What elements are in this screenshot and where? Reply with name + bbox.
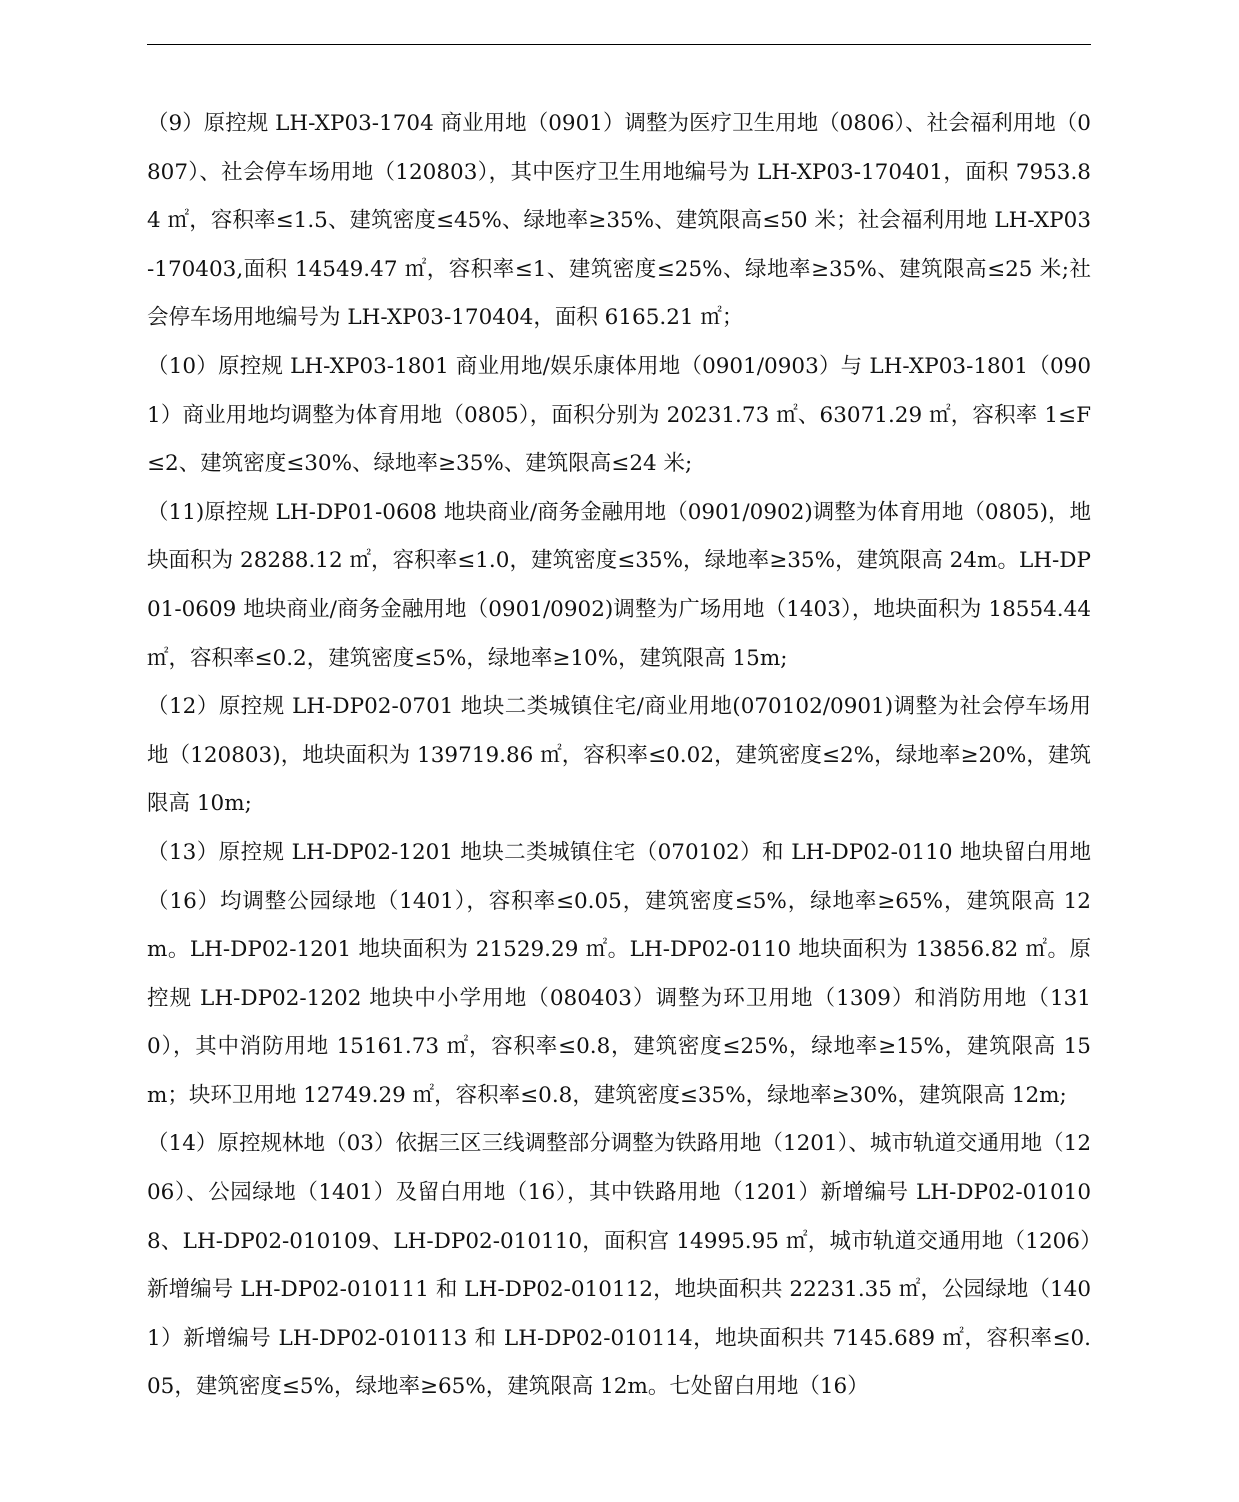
paragraph-item-13: （13）原控规 LH-DP02-1201 地块二类城镇住宅（070102）和 LH-DP02-0110 地块留白用地（16）均调整公园绿地（1401），容积率≤0.05，建筑密度≤5%，绿地率≥65%，建筑限高 12m。LH-DP02-1201 地块面积为 21529.29 ㎡。LH-DP02-0110 地块面积为 13856.82 ㎡。原控规 LH-DP02-1202 地块中小学用地（080403）调整为环卫用地（1309）和消防用地（1310），其中消防用地 15161.73 ㎡，容积率≤0.8，建筑密度≤25%，绿地率≥15%，建筑限高 15m；块环卫用地 12749.29 ㎡，容积率≤0.8，建筑密度≤35%，绿地率≥30%，建筑限高 12m; xyxy=(147,839,1091,1108)
document-body xyxy=(147,100,1091,1412)
header-divider-line xyxy=(147,44,1091,45)
paragraph-item-14: （14）原控规林地（03）依据三区三线调整部分调整为铁路用地（1201）、城市轨道交通用地（1206）、公园绿地（1401）及留白用地（16），其中铁路用地（1201）新增编号 LH-DP02-010108、LH-DP02-010109、LH-DP02-010110，面积宫 14995.95 ㎡，城市轨道交通用地（1206）新增编号 LH-DP02-010111 和 LH-DP02-010112，地块面积共 22231.35 ㎡，公园绿地（1401）新增编号 LH-DP02-010113 和 LH-DP02-010114，地块面积共 7145.689 ㎡，容积率≤0.05，建筑密度≤5%，绿地率≥65%，建筑限高 12m。七处留白用地（16） xyxy=(147,1131,1091,1400)
paragraph-item-10: （10）原控规 LH-XP03-1801 商业用地/娱乐康体用地（0901/0903）与 LH-XP03-1801（0901）商业用地均调整为体育用地（0805），面积分别为 20231.73 ㎡、63071.29 ㎡，容积率 1≤F≤2、建筑密度≤30%、绿地率≥35%、建筑限高≤24 米; xyxy=(147,353,1091,477)
paragraph-item-11: （11)原控规 LH-DP01-0608 地块商业/商务金融用地（0901/0902)调整为体育用地（0805)，地块面积为 28288.12 ㎡，容积率≤1.0，建筑密度≤35%，绿地率≥35%，建筑限高 24m。LH-DP01-0609 地块商业/商务金融用地（0901/0902)调整为广场用地（1403），地块面积为 18554.44 ㎡，容积率≤0.2，建筑密度≤5%，绿地率≥10%，建筑限高 15m; xyxy=(147,499,1091,671)
paragraph-item-9: （9）原控规 LH-XP03-1704 商业用地（0901）调整为医疗卫生用地（0806）、社会福利用地（0807）、社会停车场用地（120803），其中医疗卫生用地编号为 LH-XP03-170401，面积 7953.84 ㎡，容积率≤1.5、建筑密度≤45%、绿地率≥35%、建筑限高≤50 米；社会福利用地 LH-XP03-170403,面积 14549.47 ㎡，容积率≤1、建筑密度≤25%、绿地率≥35%、建筑限高≤25 米;社会停车场用地编号为 LH-XP03-170404，面积 6165.21 ㎡； xyxy=(147,111,1091,331)
paragraph-item-12: （12）原控规 LH-DP02-0701 地块二类城镇住宅/商业用地(070102/0901)调整为社会停车场用地（120803)，地块面积为 139719.86 ㎡，容积率≤0.02，建筑密度≤2%，绿地率≥20%，建筑限高 10m; xyxy=(147,694,1091,817)
